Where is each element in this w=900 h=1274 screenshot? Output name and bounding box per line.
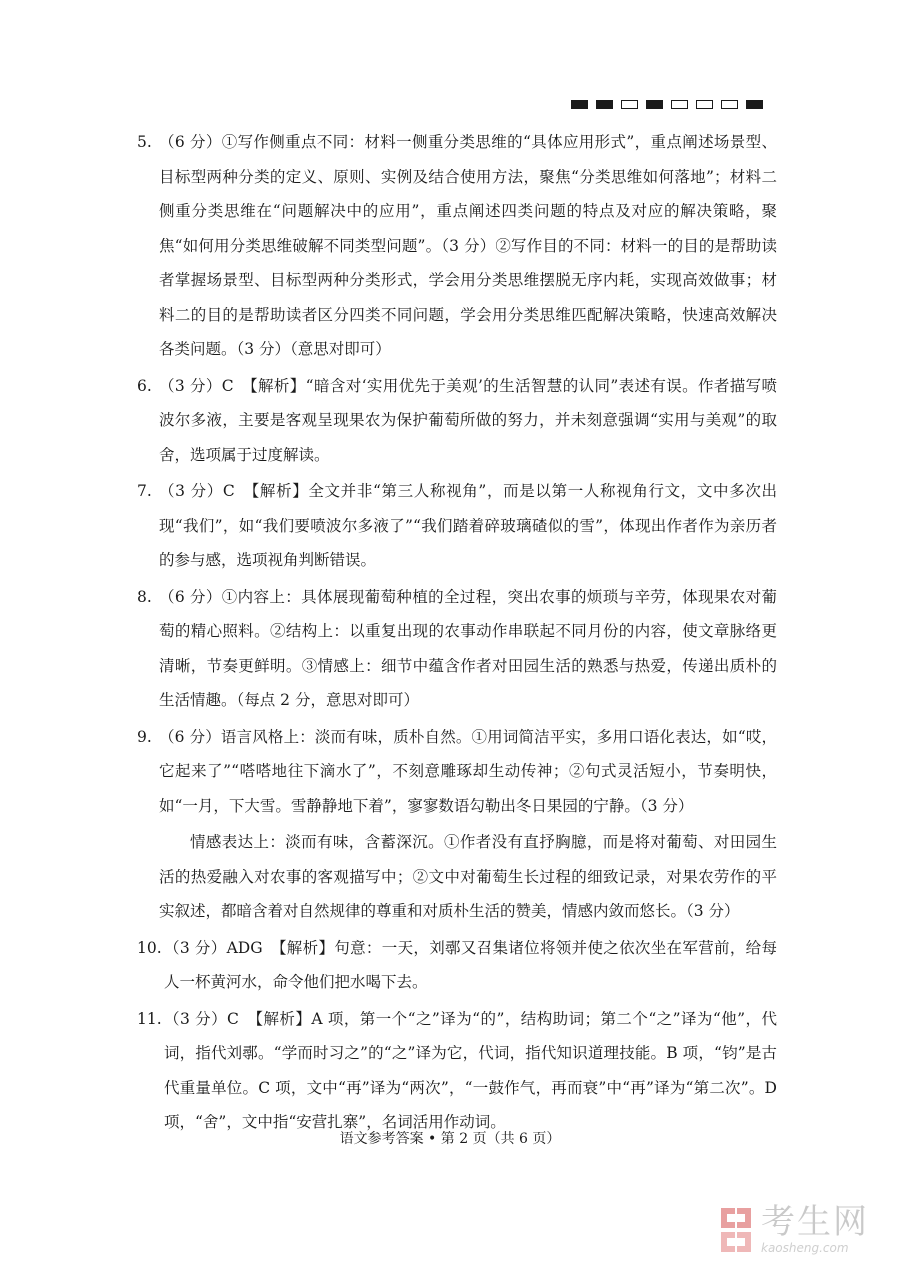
answer-item	[137, 720, 777, 824]
item-number: 10.	[137, 938, 162, 957]
item-number: 9.	[137, 727, 152, 746]
answer-item	[137, 369, 777, 473]
header-mark	[696, 100, 713, 109]
item-number: 5.	[137, 133, 152, 151]
item-text: （6 分）语言风格上：淡而有味，质朴自然。①用词简洁平实，多用口语化表达，如“哎，它起来了”“嗒嗒地往下滴水了”，不刻意雕琢却生动传神；②句式灵活短小，节奏明快，如“一月，下大雪。雪静静地下着”，寥寥数语勾勒出冬日果园的宁静。（3 分）	[159, 727, 777, 815]
answer-item	[137, 125, 777, 367]
answer-item	[137, 580, 777, 718]
header-mark	[646, 100, 663, 109]
header-mark	[721, 100, 738, 109]
header-mark	[571, 100, 588, 109]
header-marks	[571, 100, 763, 109]
item-text: （6 分）①写作侧重点不同：材料一侧重分类思维的“具体应用形式”，重点阐述场景型、目标型两种分类的定义、原则、实例及结合使用方法，聚焦“分类思维如何落地”；材料二侧重分类思维在“问题解决中的应用”，重点阐述四类问题的特点及对应的解决策略，聚焦“如何用分类思维破解不同类型问题”。（3 分）②写作目的不同：材料一的目的是帮助读者掌握场景型、目标型两种分类形式，学会用分类思维摆脱无序内耗，实现高效做事；材料二的目的是帮助读者区分四类不同问题，学会用分类思维匹配解决策略，快速高效解决各类问题。（3 分）（意思对即可）	[159, 133, 777, 358]
item-text: （3 分）C 【解析】“暗含对‘实用优先于美观’的生活智慧的认同”表述有误。作者描写喷波尔多液，主要是客观呈现果农为保护葡萄所做的努力，并未刻意强调“实用与美观”的取舍，选项属于过度解读。	[159, 376, 777, 464]
item-text: （6 分）①内容上：具体展现葡萄种植的全过程，突出农事的烦琐与辛劳，体现果农对葡萄的精心照料。②结构上：以重复出现的农事动作串联起不同月份的内容，使文章脉络更清晰，节奏更鲜明。③情感上：细节中蕴含作者对田园生活的熟悉与热爱，传递出质朴的生活情趣。（每点 2 分，意思对即可）	[159, 587, 777, 709]
answer-item	[137, 931, 777, 1000]
item-subparagraph: 情感表达上：淡而有味，含蓄深沉。①作者没有直抒胸臆，而是将对葡萄、对田园生活的热爱融入对农事的客观描写中；②文中对葡萄生长过程的细致记录，对果农劳作的平实叙述，都暗含着对自然规律的尊重和对质朴生活的赞美，情感内敛而悠长。（3 分）	[159, 833, 777, 920]
item-number: 7.	[137, 482, 152, 500]
item-number: 8.	[137, 587, 152, 606]
watermark-url: kaosheng.com	[761, 1241, 849, 1255]
answer-content	[137, 125, 777, 1142]
item-text: （3 分）C 【解析】A 项，第一个“之”译为“的”，结构助词；第二个“之”译为“他”，代词，指代刘鄩。“学而时习之”的“之”译为它，代词，指代知识道理技能。B 项，“钧”是古代重量单位。C 项，文中“再”译为“两次”，“一鼓作气，再而衰”中“再”译为“第二次”。D 项，“舍”，文中指“安营扎寨”，名词活用作动词。	[164, 1009, 777, 1131]
answer-item	[137, 1002, 777, 1140]
item-text: （3 分）ADG 【解析】句意：一天，刘鄩又召集诸位将领并使之依次坐在军营前，给每人一杯黄河水，命令他们把水喝下去。	[164, 938, 777, 991]
item-number: 11.	[137, 1009, 162, 1028]
header-mark	[596, 100, 613, 109]
watermark	[717, 1203, 869, 1255]
header-mark	[621, 100, 638, 109]
item-number: 6.	[137, 376, 152, 395]
page-footer: 语文参考答案 • 第 2 页（共 6 页）	[339, 1131, 561, 1147]
watermark-logo-icon	[717, 1204, 755, 1254]
header-mark	[671, 100, 688, 109]
answer-item	[137, 474, 777, 578]
item-text: （3 分）C 【解析】全文并非“第三人称视角”，而是以第一人称视角行文，文中多次出现“我们”，如“我们要喷波尔多液了”“我们踏着碎玻璃碴似的雪”，体现出作者作为亲历者的参与感，选项视角判断错误。	[159, 482, 777, 569]
watermark-text: 考生网	[761, 1202, 869, 1242]
header-mark	[746, 100, 763, 109]
